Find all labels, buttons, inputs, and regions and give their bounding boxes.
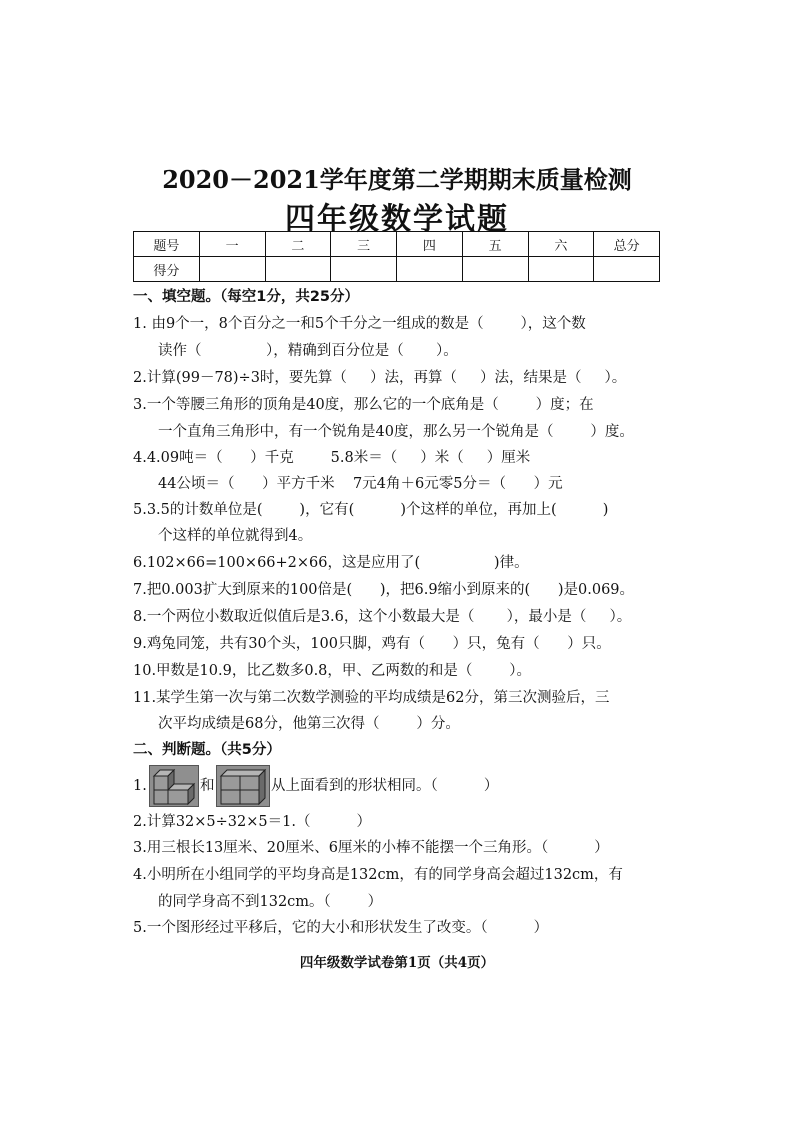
question-line: 2.计算32×5÷32×5＝1.（ ） <box>133 814 372 830</box>
score-blank[interactable] <box>331 257 397 282</box>
score-cell: 四 <box>397 232 463 257</box>
cube-shape-a-icon <box>150 766 198 806</box>
question-line: 6.102×66=100×66+2×66，这是应用了( )律。 <box>133 555 529 571</box>
score-table-header-row <box>134 232 660 257</box>
exam-subject-title: 四年级数学试题 <box>285 202 509 237</box>
score-blank[interactable] <box>462 257 528 282</box>
cube-shape-a-image <box>149 765 199 807</box>
score-cell: 三 <box>331 232 397 257</box>
question-line: 次平均成绩是68分，他第三次得（ ）分。 <box>158 716 460 732</box>
question-line: 4.小明所在小组同学的平均身高是132cm，有的同学身高会超过132cm，有 <box>133 867 623 883</box>
score-cell: 题号 <box>134 232 200 257</box>
question-line: 一个直角三角形中，有一个锐角是40度，那么另一个锐角是（ ）度。 <box>158 424 634 440</box>
score-cell: 得分 <box>134 257 200 282</box>
question-line: 5.3.5的计数单位是( )，它有( )个这样的单位，再加上( ) <box>133 502 609 518</box>
score-table <box>133 231 660 282</box>
exam-term-title: 2020－2021学年度第二学期期末质量检测 <box>162 165 632 194</box>
question-line: 7.把0.003扩大到原来的100倍是( )，把6.9缩小到原来的( )是0.069。 <box>133 582 635 598</box>
question-line: 4.4.09吨＝（ ）千克 5.8米＝（ ）米（ ）厘米 <box>133 450 531 466</box>
question-line: 1. 由9个一，8个百分之一和5个千分之一组成的数是（ ），这个数 <box>133 316 586 332</box>
score-blank[interactable] <box>528 257 594 282</box>
section1-heading: 一、填空题。（每空1分，共25分） <box>133 289 360 305</box>
score-cell: 五 <box>462 232 528 257</box>
score-blank[interactable] <box>199 257 265 282</box>
question-line: 44公顷＝（ ）平方千米 7元4角＋6元零5分＝（ ）元 <box>158 476 563 492</box>
question-line: 9.鸡兔同笼，共有30个头，100只脚，鸡有（ ）只，兔有（ ）只。 <box>133 636 611 652</box>
score-blank[interactable] <box>397 257 463 282</box>
question-line: 11.某学生第一次与第二次数学测验的平均成绩是62分，第三次测验后，三 <box>133 690 610 706</box>
page-footer: 四年级数学试卷第1页（共4页） <box>299 955 495 971</box>
judge-q1-and: 和 <box>200 778 215 794</box>
question-line: 3.用三根长13厘米、20厘米、6厘米的小棒不能摆一个三角形。（ ） <box>133 840 609 856</box>
cube-shape-b-image <box>216 765 270 807</box>
score-blank[interactable] <box>594 257 660 282</box>
question-line: 10.甲数是10.9，比乙数多0.8，甲、乙两数的和是（ ）。 <box>133 663 532 679</box>
cube-shape-b-icon <box>217 766 269 806</box>
judge-q1-text: 从上面看到的形状相同。（ ） <box>271 778 499 794</box>
judge-q1-number: 1. <box>133 778 147 794</box>
score-cell: 六 <box>528 232 594 257</box>
score-table-score-row <box>134 257 660 282</box>
question-line: 2.计算(99－78)÷3时，要先算（ ）法，再算（ ）法，结果是（ ）。 <box>133 370 627 386</box>
question-line: 5.一个图形经过平移后，它的大小和形状发生了改变。（ ） <box>133 920 549 936</box>
section2-heading: 二、判断题。（共5分） <box>133 742 281 758</box>
score-cell: 一 <box>199 232 265 257</box>
score-cell: 二 <box>265 232 331 257</box>
question-line: 的同学身高不到132cm。（ ） <box>158 894 383 910</box>
question-line: 3.一个等腰三角形的顶角是40度，那么它的一个底角是（ ）度；在 <box>133 397 594 413</box>
score-blank[interactable] <box>265 257 331 282</box>
question-line: 读作（ ），精确到百分位是（ ）。 <box>158 343 458 359</box>
score-cell: 总分 <box>594 232 660 257</box>
question-line: 8.一个两位小数取近似值后是3.6，这个小数最大是（ ），最小是（ ）。 <box>133 609 632 625</box>
question-line: 个这样的单位就得到4。 <box>158 528 313 544</box>
